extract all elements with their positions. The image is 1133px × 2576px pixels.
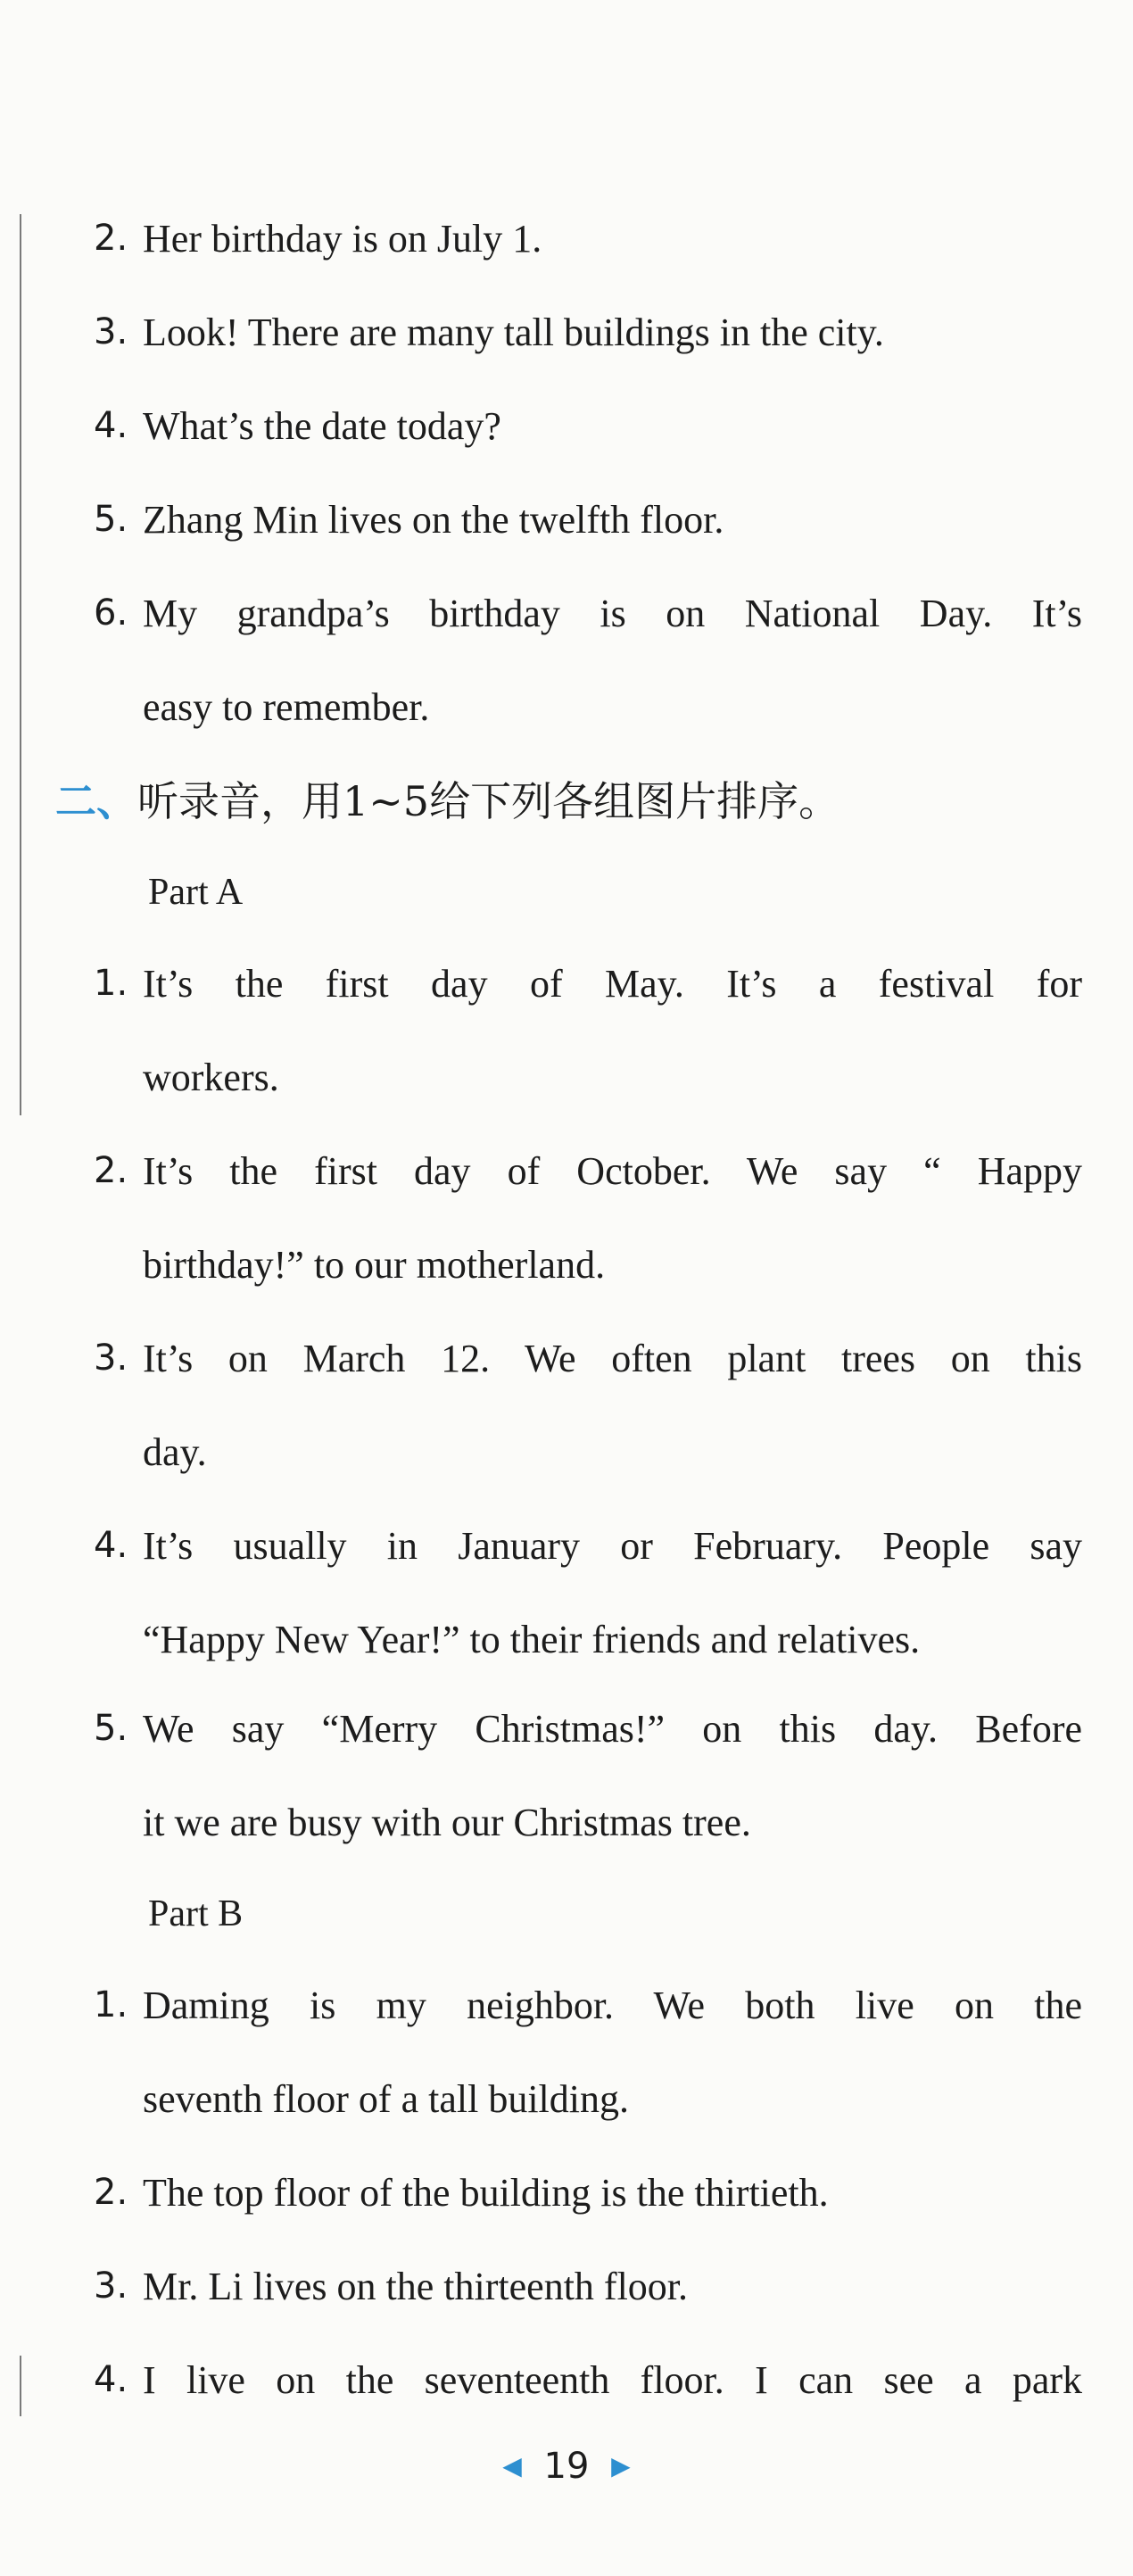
item-line: Daming is my neighbor. We both live on the bbox=[143, 1984, 1082, 2027]
item-line: It’s usually in January or February. People say bbox=[143, 1524, 1082, 1568]
item-number: 2. bbox=[94, 2172, 128, 2213]
item-number: 4. bbox=[94, 2359, 128, 2400]
item-line-continued: day. bbox=[143, 1430, 207, 1474]
item-number: 4. bbox=[94, 1525, 128, 1566]
item-line-continued: workers. bbox=[143, 1056, 279, 1099]
list-item bbox=[94, 2146, 1082, 2240]
item-line: I live on the seventeenth floor. I can see a park bbox=[143, 2358, 1082, 2402]
item-number: 3. bbox=[94, 2265, 128, 2307]
section-instruction: 听录音，用1~5给下列各组图片排序。 bbox=[137, 777, 840, 825]
item-line: The top floor of the building is the thirtieth. bbox=[143, 2171, 829, 2215]
item-line: It’s the first day of October. We say “ Happy bbox=[143, 1149, 1082, 1193]
section-number: 二、 bbox=[55, 777, 137, 825]
item-line: Her birthday is on July 1. bbox=[143, 217, 542, 261]
item-line: Zhang Min lives on the twelfth floor. bbox=[143, 498, 724, 542]
list-item bbox=[94, 567, 1082, 754]
item-line: We say “Merry Christmas!” on this day. Before bbox=[143, 1707, 1082, 1751]
list-item bbox=[94, 2333, 1082, 2427]
item-line: What’s the date today? bbox=[143, 404, 501, 448]
item-line-continued: birthday!” to our motherland. bbox=[143, 1243, 606, 1287]
list-item bbox=[94, 1312, 1082, 1499]
list-item bbox=[94, 2240, 1082, 2333]
left-margin-rule-bottom bbox=[20, 2356, 21, 2416]
item-line-continued: “Happy New Year!” to their friends and relatives. bbox=[143, 1618, 921, 1661]
left-triangle-icon: ◀ bbox=[502, 2451, 522, 2481]
item-line: My grandpa’s birthday is on National Day. It’s bbox=[143, 592, 1082, 635]
list-item bbox=[94, 192, 1082, 286]
item-number: 4. bbox=[94, 405, 128, 446]
item-number: 2. bbox=[94, 1150, 128, 1191]
list-item bbox=[94, 1499, 1082, 1686]
list-item bbox=[94, 937, 1082, 1124]
item-number: 3. bbox=[94, 311, 128, 352]
item-number: 2. bbox=[94, 218, 128, 259]
item-line: It’s the first day of May. It’s a festival for bbox=[143, 962, 1082, 1006]
right-triangle-icon: ▶ bbox=[611, 2451, 631, 2481]
item-line-continued: seventh floor of a tall building. bbox=[143, 2077, 629, 2121]
item-line: Mr. Li lives on the thirteenth floor. bbox=[143, 2265, 689, 2308]
list-item bbox=[94, 473, 1082, 567]
list-item bbox=[94, 286, 1082, 379]
page-footer bbox=[0, 2438, 1133, 2493]
list-item bbox=[94, 379, 1082, 473]
item-number: 1. bbox=[94, 1984, 128, 2025]
part-b-label: Part B bbox=[148, 1893, 244, 1934]
part-a-label: Part A bbox=[148, 872, 244, 913]
item-number: 6. bbox=[94, 592, 128, 634]
left-margin-rule-top bbox=[20, 214, 21, 1115]
item-line: It’s on March 12. We often plant trees on this bbox=[143, 1337, 1082, 1380]
item-number: 5. bbox=[94, 499, 128, 540]
item-line-continued: it we are busy with our Christmas tree. bbox=[143, 1801, 751, 1844]
section-heading bbox=[55, 766, 839, 837]
item-number: 1. bbox=[94, 963, 128, 1004]
list-item bbox=[94, 1124, 1082, 1312]
list-item bbox=[94, 1682, 1082, 1869]
item-line: Look! There are many tall buildings in the city. bbox=[143, 311, 884, 354]
item-number: 5. bbox=[94, 1708, 128, 1749]
item-line-continued: easy to remember. bbox=[143, 685, 430, 729]
list-item bbox=[94, 1959, 1082, 2146]
page-number: 19 bbox=[543, 2446, 590, 2487]
item-number: 3. bbox=[94, 1338, 128, 1379]
